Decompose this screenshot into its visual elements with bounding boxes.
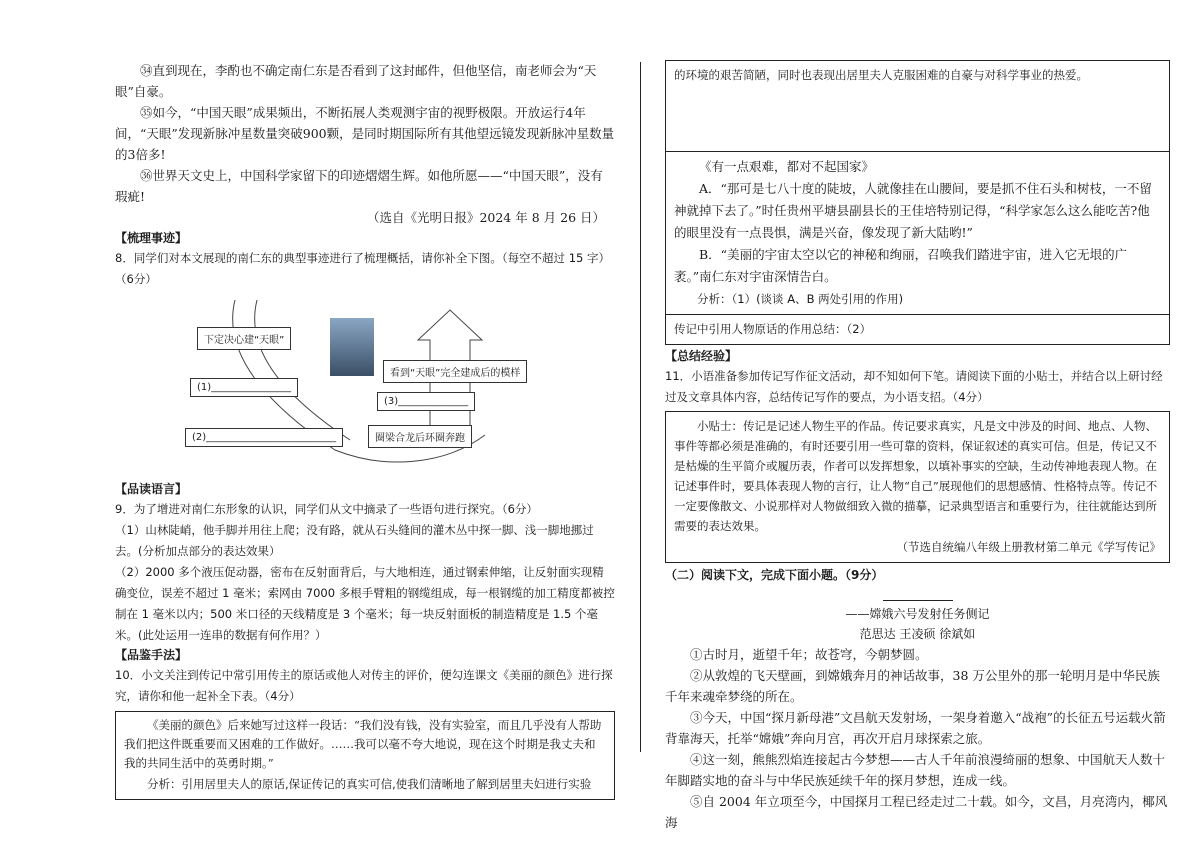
summary-blank: 传记中引用人物原话的作用总结：（2） [674,322,872,336]
title-blank-line [883,590,953,601]
table-continued [665,60,1170,345]
portrait-photo [330,318,374,376]
section-heading-language: 【品读语言】 [115,482,188,496]
analysis-continued: 的环境的艰苦简陋，同时也表现出居里夫人克服困难的自豪与对科学事业的热爱。 [674,68,1088,82]
events-diagram [185,300,521,480]
article-title-blank [665,589,1170,604]
tips-source: （节选自统编八年级上册教材第二单元《学写传记》 [896,540,1161,554]
diagram-box-blank-2: (2)__________________________ [185,428,343,447]
question-9-1: （1）山林陡峭，他手脚并用往上爬；没有路，就从石头缝间的灌木丛中探一脚、浅一脚地挪过去。(分析加点部分的表达效果） [115,523,594,558]
tips-box [665,411,1170,563]
article-authors: 范思达 王凌硕 徐斌如 [859,627,976,641]
source-citation: （选自《光明日报》2024 年 8 月 26 日） [366,210,605,225]
section-heading-technique: 【品鉴手法】 [115,648,188,662]
right-column [665,60,1170,833]
quote-analysis-blank: 分析：（1）(谈谈 A、B 两处引用的作用) [697,292,904,306]
passage-paragraph-35: ㉟如今，“中国天眼”成果频出，不断拓展人类观测宇宙的视野极限。开放运行4年间，“天眼”发现新脉冲星数量突破900颗，是同时期国际所有其他望远镜发现新脉冲星数量的3倍多! [115,105,615,162]
question-9: 9．为了增进对南仁东形象的认识，同学们从文中摘录了一些语句进行探究。（6分） [115,502,538,516]
article-paragraph-5: ⑤自 2004 年立项至今，中国探月工程已经走过二十载。如今，文昌，月亮湾内，椰风海 [665,794,1168,830]
diagram-box-blank-1: (1)________________ [190,378,298,397]
article-paragraph-4: ④这一刻，熊熊烈焰连接起古今梦想——古人千年前浪漫绮丽的想象、中国航天人数十年脚踏实地的奋斗与中华民族延续千年的探月梦想，连成一线。 [665,752,1166,788]
question-11: 11．小语准备参加传记写作征文活动，却不知如何下笔。请阅读下面的小贴士，并结合以上研讨经过及文章具体内容，总结传记写作的要点，为小语支招。（4分） [665,369,1163,404]
table-row-summary [666,314,1169,344]
table-row-continued [666,61,1169,151]
table-quote-box [115,711,615,800]
diagram-box-model: 看到“天眼”完全建成后的模样 [383,360,527,383]
quote-analysis: 分析：引用居里夫人的原话,保证传记的真实可信,使我们清晰地了解到居里夫妇进行实验 [147,777,592,791]
section-heading-summary: 【总结经验】 [665,349,738,363]
column-divider [640,62,641,752]
passage-paragraph-34: ㉞直到现在，李酌也不确定南仁东是否看到了这封邮件，但他坚信，南老师会为“天眼”自豪。 [115,63,597,99]
question-8: 8．同学们对本文展现的南仁东的典型事迹进行了梳理概括，请你补全下图。（每空不超过 15 字）（6分） [115,251,611,286]
section-heading-events: 【梳理事迹】 [115,231,188,245]
quotes-heading: 《有一点艰难，都对不起国家》 [699,159,875,174]
passage-paragraph-36: ㊱世界天文史上，中国科学家留下的印迹熠熠生辉。如他所愿——“中国天眼”，没有瑕疵! [115,168,603,204]
article-paragraph-1: ①古时月，逝望千年；故苍穹，今朝梦圆。 [690,647,928,662]
left-column [115,60,615,800]
quote-beautiful-colors: 《美丽的颜色》后来她写过这样一段话：“我们没有钱，没有实验室，而且几乎没有人帮助我们把这件既重要而又困难的工作做好。……我可以毫不夸大地说，现在这个时期是我丈夫和我的共同生活中的英勇时期。” [124,718,602,770]
tips-text: 小贴士：传记是记述人物生平的作品。传记要求真实，凡是文中涉及的时间、地点、人物、事件等都必须是准确的，有时还要引用一些可靠的资料，保证叙述的真实可信。但是，传记又不是枯燥的生平简介或履历表，作者可以发挥想象，以填补事实的空缺，生动传神地表现人物。在记述事件时，要具体表现人物的言行，让人物“自己”展现他们的思想感情、性格特点等。传记不一定要像散文、小说那样对人物做细致入微的描摹，记录典型语言和重要行为，往往就能达到所需要的表达效果。 [674,419,1158,533]
article-subtitle: ——嫦娥六号发射任务侧记 [845,607,990,621]
diagram-box-ring: 圈梁合龙后环圈奔跑 [368,425,472,448]
article-paragraph-2: ②从敦煌的飞天壁画，到嫦娥奔月的神话故事，38 万公里外的那一轮明月是中华民族千年来魂牵梦绕的所在。 [665,668,1160,704]
section-heading-reading-2: （二）阅读下文，完成下面小题。（9分） [665,568,884,582]
question-9-2: （2）2000 多个液压促动器，密布在反射面背后，与大地相连，通过钢索伸缩，让反射面实现精确变位，误差不超过 1 毫米；索网由 7000 多根手臂粗的钢缆组成，每一根钢缆的加工精度都被控制在 1 毫米以内；500 米口径的天线精度是 3 个毫米；每一块反射面板的制造精度是 1.5 个毫米。(此处运用一连串的数据有何作用？） [115,565,615,642]
article-paragraph-3: ③今天，中国“探月新母港”文昌航天发射场，一架身着邀入“战袍”的长征五号运载火箭背靠海天，托举“嫦娥”奔向月宫，再次开启月球探索之旅。 [665,710,1166,746]
quote-a: A．“那可是七八十度的陡坡，人就像挂在山腰间，要是抓不住石头和树枝，一不留神就掉下去了。”时任贵州平塘县副县长的王佳培特别记得，“科学家怎么这么能吃苦?他的眼里没有一点畏惧，满是兴奋，像发现了新大陆哟!” [674,181,1152,240]
question-10: 10．小文关注到传记中常引用传主的原话或他人对传主的评价，便勾连课文《美丽的颜色》进行探究，请你和他一起补全下表。（4分） [115,668,613,703]
quote-b: B．“美丽的宇宙太空以它的神秘和绚丽，召唤我们踏进宇宙，进入它无垠的广袤。”南仁东对宇宙深情告白。 [674,247,1128,284]
diagram-box-start: 下定决心建“天眼” [197,327,291,350]
diagram-box-blank-3: (3)______________ [377,392,475,411]
table-row-quotes [666,151,1169,314]
